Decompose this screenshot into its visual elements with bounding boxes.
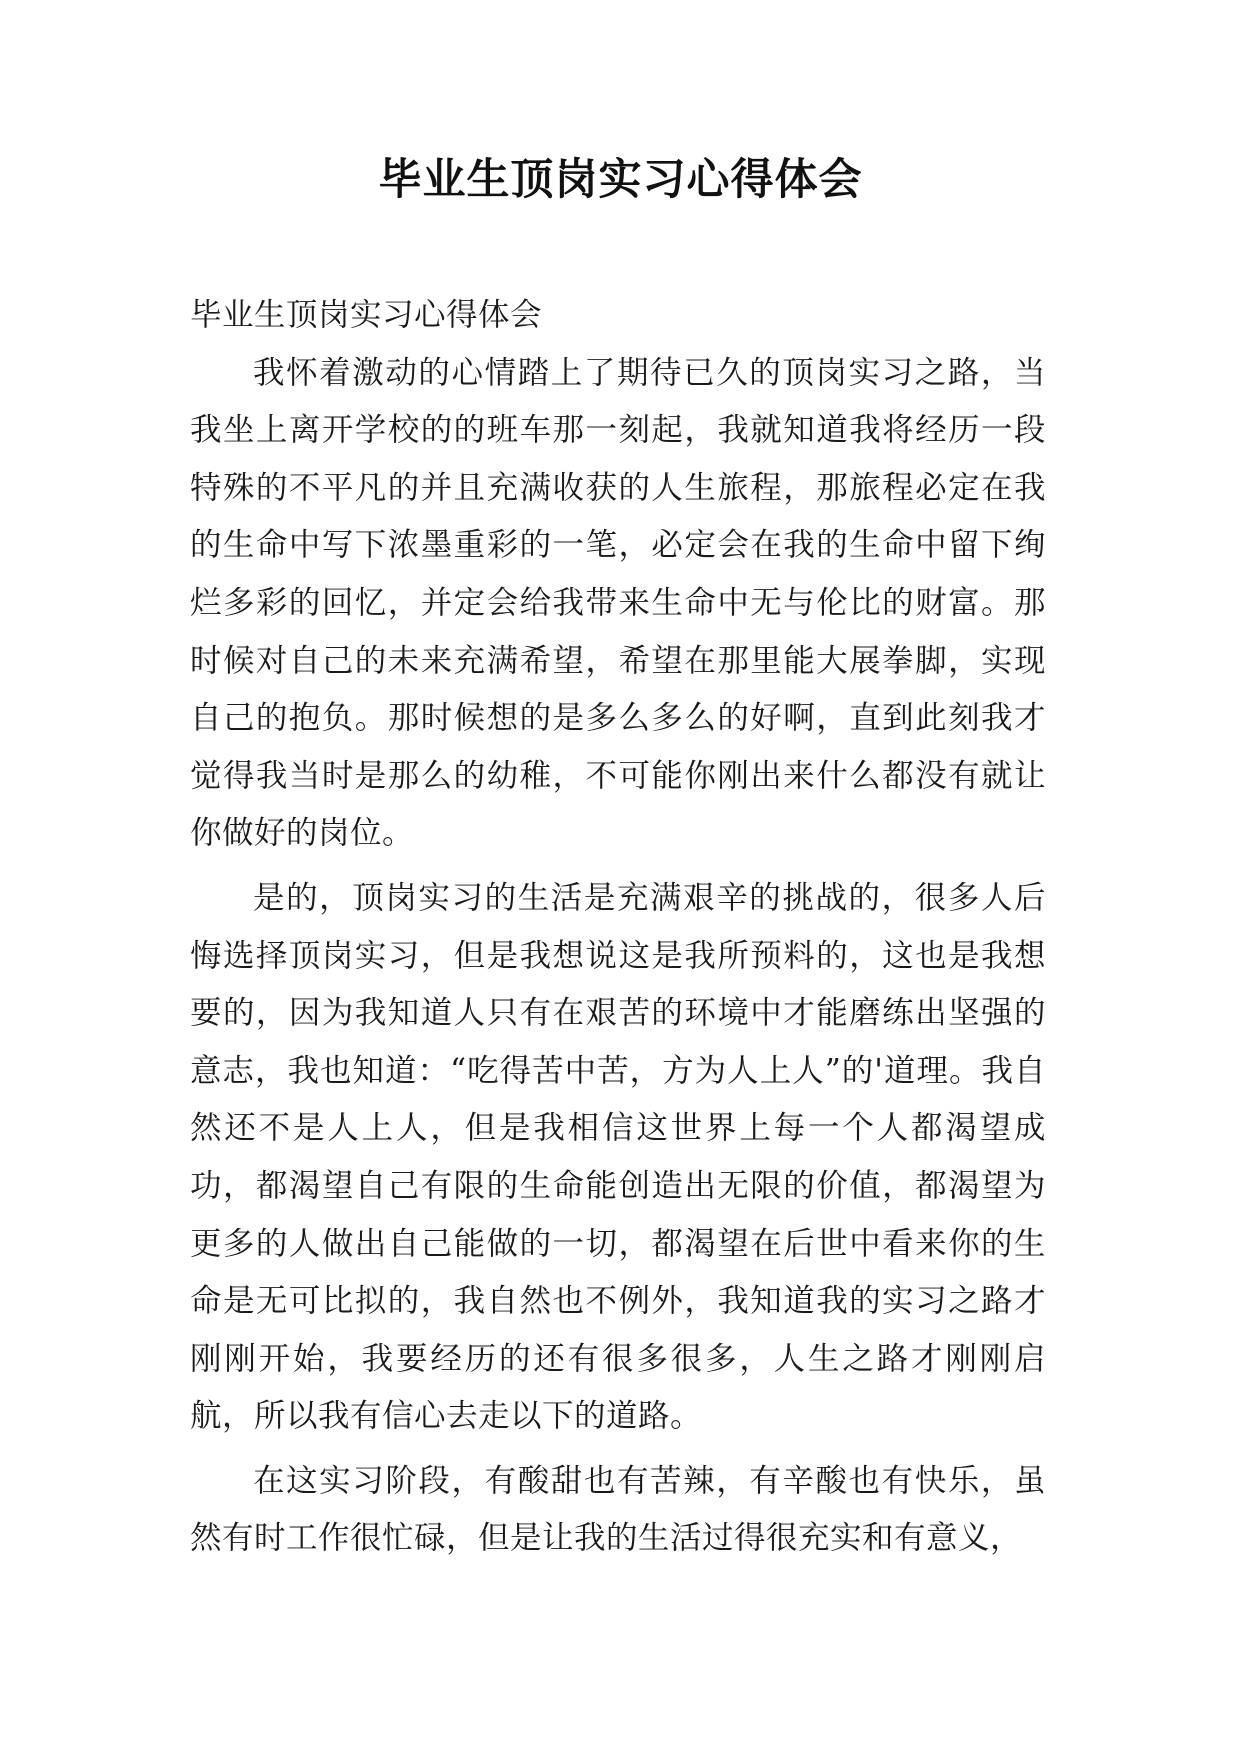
body-paragraph: 是的，顶岗实习的生活是充满艰辛的挑战的，很多人后悔选择顶岗实习，但是我想说这是我所预料的，这也是我想要的，因为我知道人只有在艰苦的环境中才能磨练出坚强的意志，我也知道：“吃得苦中苦，方为人上人”的'道理。我自然还不是人上人，但是我相信这世界上每一个人都渴望成功，都渴望自己有限的生命能创造出无限的价值，都渴望为更多的人做出自己能做的一切，都渴望在后世中看来你的生命是无可比拟的，我自然也不例外，我知道我的实习之路才刚刚开始，我要经历的还有很多很多，人生之路才刚刚启航，所以我有信心去走以下的道路。 — [190, 879, 1046, 1435]
document-subtitle: 毕业生顶岗实习心得体会 — [190, 297, 543, 333]
body-paragraph: 我怀着激动的心情踏上了期待已久的顶岗实习之路，当我坐上离开学校的的班车那一刻起，我就知道我将经历一段特殊的不平凡的并且充满收获的人生旅程，那旅程必定在我的生命中写下浓墨重彩的一笔，必定会在我的生命中留下绚烂多彩的回忆，并定会给我带来生命中无与伦比的财富。那时候对自己的未来充满希望，希望在那里能大展拳脚，实现自己的抱负。那时候想的是多么多么的好啊，直到此刻我才觉得我当时是那么的幼稚，不可能你刚出来什么都没有就让你做好的岗位。 — [190, 354, 1046, 852]
body-paragraph: 在这实习阶段，有酸甜也有苦辣，有辛酸也有快乐，虽然有时工作很忙碌，但是让我的生活过得很充实和有意义， — [190, 1462, 1046, 1557]
document-title: 毕业生顶岗实习心得体会 — [378, 155, 863, 205]
document-body — [190, 287, 1046, 1568]
